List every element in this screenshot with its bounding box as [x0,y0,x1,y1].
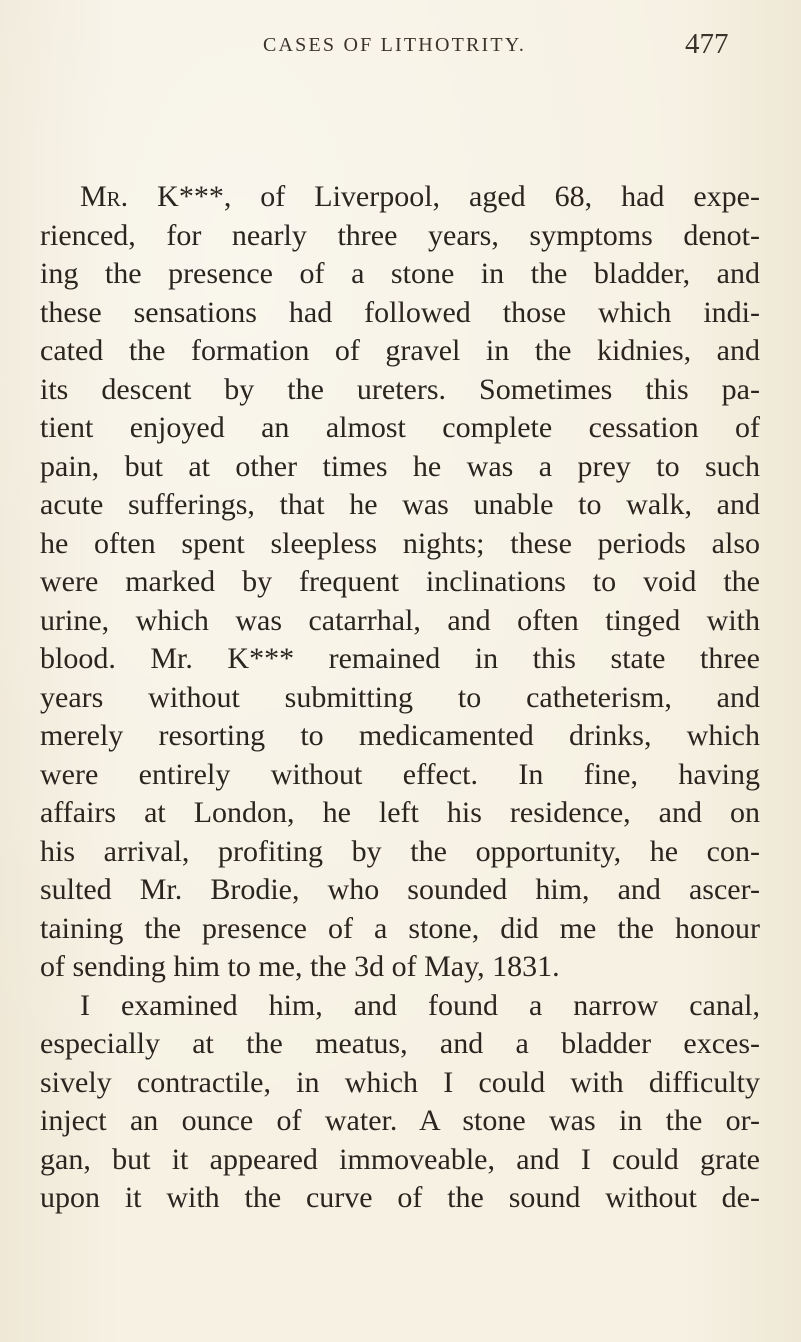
text-line: its descent by the ureters. Sometimes this pa- [40,372,760,406]
text-line: of sending him to me, the 3d of May, 1831. [40,950,560,983]
text-line: cated the formation of gravel in the kidnies, and [40,334,760,367]
running-head [0,28,801,68]
text-line: were marked by frequent inclinations to void the [40,565,760,598]
text-line: blood. Mr. K*** remained in this state three [40,642,760,675]
text-line: Mr. K***, of Liverpool, aged 68, had expe- [80,180,760,213]
text-line: sulted Mr. Brodie, who sounded him, and ascer- [40,873,760,906]
text-line: ing the presence of a stone in the bladder, and [40,257,760,290]
body-text [40,178,760,1218]
text-line: gan, but it appeared immoveable, and I could grate [40,1142,760,1176]
text-line: especially at the meatus, and a bladder exces- [40,1027,760,1060]
text-line: he often spent sleepless nights; these periods also [40,526,760,560]
text-line: his arrival, profiting by the opportunity, he con- [40,834,760,868]
text-line: rienced, for nearly three years, symptoms denot- [40,218,760,252]
text-line: years without submitting to catheterism, and [40,680,760,714]
text-line: urine, which was catarrhal, and often tinged with [40,603,760,637]
text-line: acute sufferings, that he was unable to walk, and [40,488,760,521]
title-abbreviation: Mr. [80,180,129,213]
text-line: sively contractile, in which I could with difficulty [40,1065,760,1099]
text-line: taining the presence of a stone, did me the honour [40,911,760,945]
text-line: pain, but at other times he was a prey to such [40,449,760,483]
text-line: inject an ounce of water. A stone was in the or- [40,1104,760,1137]
text-line: were entirely without effect. In fine, having [40,757,760,791]
running-title: CASES OF LITHOTRITY. [263,34,527,56]
text-line: upon it with the curve of the sound without de- [40,1181,760,1214]
text-line: I examined him, and found a narrow canal, [80,988,760,1022]
text-line: affairs at London, he left his residence, and on [40,796,760,829]
text-line: tient enjoyed an almost complete cessation of [40,411,760,444]
text-line: merely resorting to medicamented drinks, which [40,719,760,752]
page-number: 477 [685,28,729,60]
text-line: these sensations had followed those which indi- [40,295,760,329]
